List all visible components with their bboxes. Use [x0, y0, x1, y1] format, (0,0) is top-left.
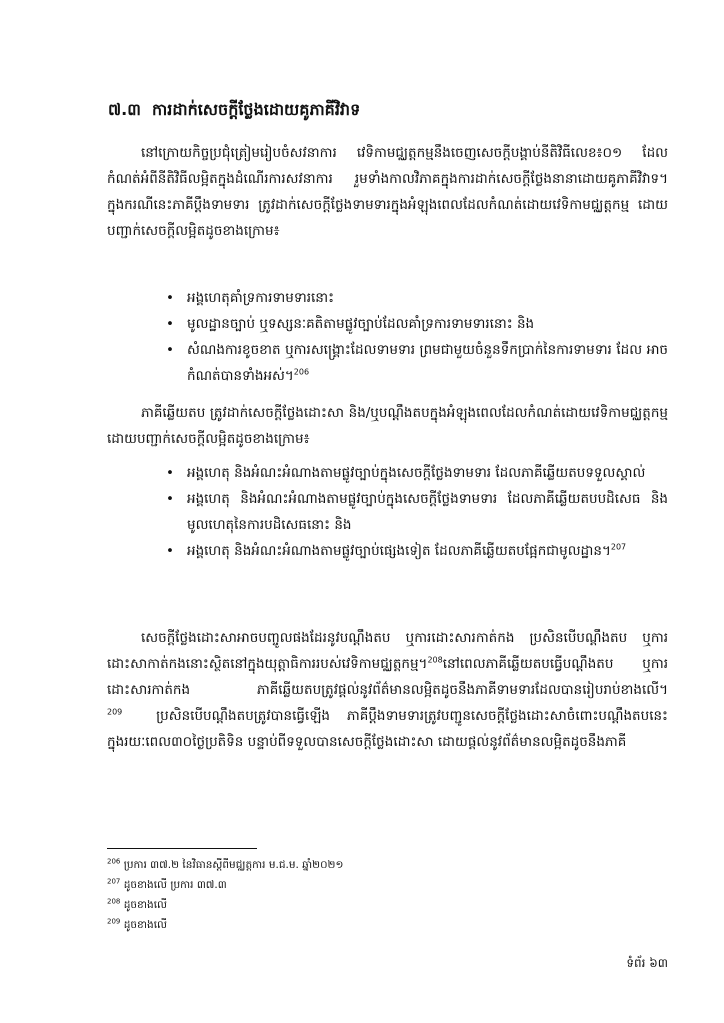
section-title: ការដាក់សេចក្ដីថ្លែងដោយគូភាគីវិវាទ — [152, 100, 361, 119]
footnote: $^{208}$ ដូចខាងលើ — [107, 897, 168, 911]
footnote: $^{206}$ ប្រការ ៣៧.២ នៃវិធានស្ដីពីមជ្ឈត្តការ ម.ជ.ម. ឆ្នាំ២០២១ — [107, 857, 344, 871]
footnote: $^{207}$ ដូចខាងលើ ប្រការ ៣៧.៣ — [107, 877, 227, 891]
section-number: ៧.៣ — [108, 100, 141, 119]
list-item: • អង្គហេតុគាំទ្រការទាមទារនោះ — [160, 285, 668, 311]
paragraph-text: នៅក្រោយកិច្ចប្រជុំត្រៀមរៀបចំសវនាការ វេទិកាមជ្ឈត្តកម្មនឹងចេញសេចក្ដីបង្គាប់នីតិវិធីលេខ៖០១ ដែលកំណត់អំពីនីតិវិធីលម្អិតក្នុងដំណើរការសវនាការ រួមទាំងកាលវិភាគក្នុងការដាក់សេចក្ដីថ្លែងនានាដោយគូភាគីវិវាទ។ ក្នុងករណីនេះភាគីប្ដឹងទាមទារ ត្រូវដាក់សេចក្ដីថ្លែងទាមទារក្នុងអំឡុងពេលដែលកំណត់ដោយវេទិកាមជ្ឈត្តកម្ម ដោយបញ្ជាក់សេចក្ដីលម្អិតដូចខាងក្រោម៖ — [107, 145, 668, 239]
footnote-ref[interactable]: 207 — [610, 542, 627, 552]
list-item: • សំណងការខូចខាត ឬការសង្គ្រោះដែលទាមទារ ព្រមជាមួយចំនួនទឹកប្រាក់នៃការទាមទារ ដែល អាចកំណត់បានទាំងអស់។$^{206}$ — [160, 337, 668, 389]
paragraph-respondent-defence — [107, 400, 668, 452]
footnote: $^{209}$ ដូចខាងលើ — [107, 917, 168, 931]
section-heading — [108, 98, 668, 122]
footnote-ref[interactable]: 208 — [427, 655, 443, 665]
paragraph-text: ភាគីឆ្លើយតប ត្រូវដាក់សេចក្ដីថ្លែងដោះសា និង/ឬបណ្ដឹងតបក្នុងអំឡុងពេលដែលកំណត់ដោយវេទិកាមជ្ឈត្តកម្ម ដោយបញ្ជាក់សេចក្ដីលម្អិតដូចខាងក្រោម៖ — [107, 405, 668, 447]
list-item: • អង្គហេតុ និងអំណះអំណាងតាមផ្លូវច្បាប់ក្នុងសេចក្ដីថ្លែងទាមទារ ដែលភាគីឆ្លើយតបបដិសេធ និង មូលហេតុនៃការបដិសេធនោះ និង — [160, 486, 668, 538]
paragraph-claimant-statement — [107, 140, 668, 244]
footnote-ref[interactable]: 209 — [107, 707, 123, 717]
list-item: • អង្គហេតុ និងអំណះអំណាងតាមផ្លូវច្បាប់ក្នុងសេចក្ដីថ្លែងទាមទារ ដែលភាគីឆ្លើយតបទទួលស្គាល់ — [160, 460, 668, 486]
bullet-icon: • — [166, 316, 174, 332]
bullet-icon: • — [166, 342, 174, 358]
list-item: • អង្គហេតុ និងអំណះអំណាងតាមផ្លូវច្បាប់ផ្សេងទៀត ដែលភាគីឆ្លើយតបផ្អែកជាមូលដ្ឋាន។$^{207}$ — [160, 538, 668, 564]
page-number: ទំព័រ ៦៣ — [626, 956, 668, 970]
footnote-ref[interactable]: 206 — [293, 367, 310, 377]
respondent-details-list — [160, 460, 668, 564]
list-item: • មូលដ្ឋានច្បាប់ ឬទស្សនៈគតិតាមផ្លូវច្បាប់ដែលគាំទ្រការទាមទារនោះ និង — [160, 311, 668, 337]
paragraph-counterclaim: សេចក្ដីថ្លែងដោះសាអាចបញ្ចូលផងដែរនូវបណ្ដឹងតប ឬការដោះសារកាត់កង ប្រសិនបើបណ្ដឹងតប ឬការដោះសាកាត់កងនោះស្ថិតនៅក្នុងយុត្តាធិការរបស់វេទិកាមជ្ឈត្តកម្ម។$^{208}$នៅពេលភាគីឆ្លើយតបធ្វើបណ្ដឹងតប ឬការដោះសារកាត់កង ភាគីឆ្លើយតបត្រូវផ្ដល់នូវព័ត៌មានលម្អិតដូចនឹងភាគីទាមទារដែលបានរៀបរាប់ខាងលើ។$^{209}$ ប្រសិនបើបណ្ដឹងតបត្រូវបានធ្វើឡើង ភាគីប្ដឹងទាមទារត្រូវបញ្ជូនសេចក្ដីថ្លែងដោះសាចំពោះបណ្ដឹងតបនេះ ក្នុងរយៈពេល៣០ថ្ងៃប្រតិទិន បន្ទាប់ពីទទួលបានសេចក្ដីថ្លែងដោះសា ដោយផ្ដល់នូវព័ត៌មានលម្អិតដូចនឹងភាគី — [107, 630, 668, 750]
claimant-details-list — [160, 285, 668, 389]
bullet-icon: • — [166, 290, 174, 306]
bullet-icon: • — [166, 491, 174, 507]
footnote-divider — [107, 848, 257, 849]
bullet-icon: • — [166, 543, 174, 559]
bullet-icon: • — [166, 465, 174, 481]
